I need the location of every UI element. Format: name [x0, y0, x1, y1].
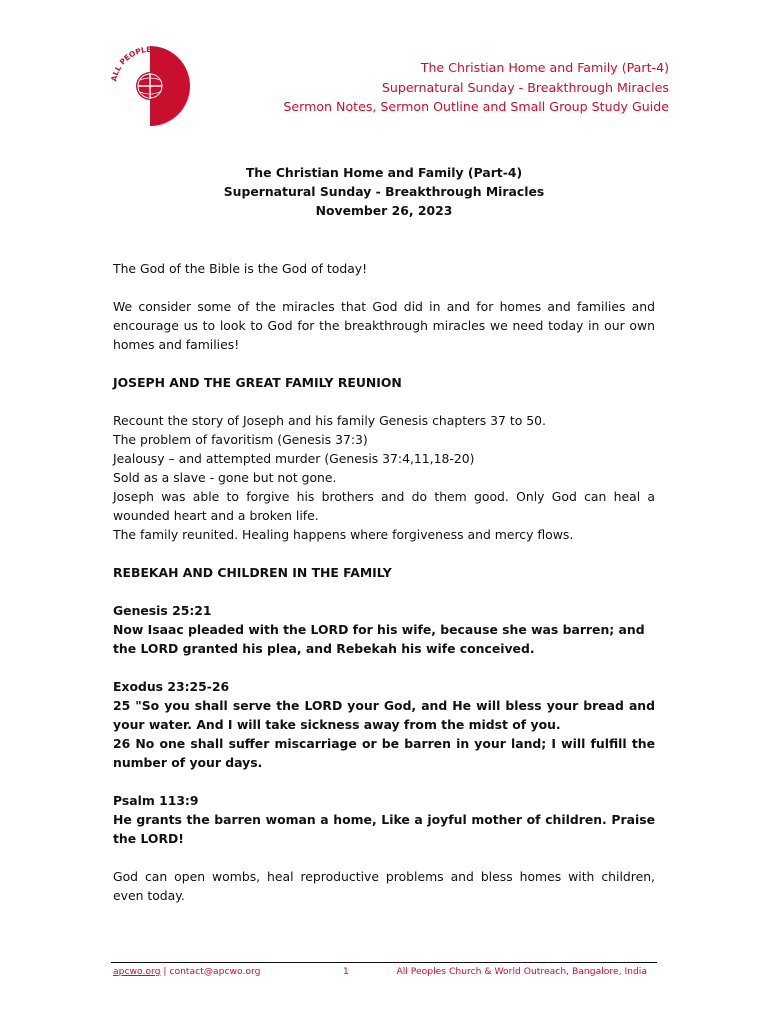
website-link[interactable]: apcwo.org — [113, 966, 161, 977]
logo-lettering: ALL PEOPLES CHURCH — [109, 44, 190, 83]
running-header — [283, 58, 669, 117]
footer-organization: All Peoples Church & World Outreach, Bangalore, India — [396, 966, 647, 977]
document-title — [0, 163, 768, 220]
page-footer — [111, 962, 657, 977]
header-line-2: Supernatural Sunday - Breakthrough Miracles — [381, 79, 669, 95]
joseph-line: The problem of favoritism (Genesis 37:3) — [113, 432, 368, 447]
intro-paragraph-1: The God of the Bible is the God of today! — [113, 261, 368, 276]
footer-separator: | — [163, 966, 167, 977]
document-body — [113, 259, 655, 905]
header-line-3: Sermon Notes, Sermon Outline and Small Group Study Guide — [283, 99, 669, 114]
verse-text: 25 "So you shall serve the LORD your God, and He will bless your bread and your water. And I will take sickness away from the midst of you. — [113, 698, 655, 732]
header-line-1: The Christian Home and Family (Part-4) — [420, 60, 669, 75]
intro-paragraph-2: We consider some of the miracles that God did in and for homes and families and encourage us to look to God for the breakthrough miracles we need today in our own homes and families! — [113, 299, 655, 352]
joseph-line: Joseph was able to forgive his brothers and do them good. Only God can heal a wounded heart and a broken life. — [113, 489, 655, 523]
verse-text: 26 No one shall suffer miscarriage or be barren in your land; I will fulfill the number of your days. — [113, 736, 655, 770]
footer-contact — [113, 966, 260, 977]
closing-paragraph: God can open wombs, heal reproductive problems and bless homes with children, even today. — [113, 869, 655, 903]
verse-reference: Psalm 113:9 — [113, 793, 199, 808]
title-date: November 26, 2023 — [315, 203, 453, 218]
joseph-line: The family reunited. Healing happens where forgiveness and mercy flows. — [113, 527, 574, 542]
joseph-line: Sold as a slave - gone but not gone. — [113, 470, 337, 485]
verse-reference: Exodus 23:25-26 — [113, 679, 230, 694]
title-line-1: The Christian Home and Family (Part-4) — [245, 165, 523, 180]
verse-text: Now Isaac pleaded with the LORD for his wife, because she was barren; and the LORD granted his plea, and Rebekah his wife conceived. — [113, 622, 645, 656]
section-heading-joseph: JOSEPH AND THE GREAT FAMILY REUNION — [113, 375, 402, 390]
church-logo — [106, 42, 194, 130]
page-number: 1 — [343, 966, 349, 977]
joseph-line: Jealousy – and attempted murder (Genesis 37:4,11,18-20) — [113, 451, 475, 466]
verse-reference: Genesis 25:21 — [113, 603, 212, 618]
section-heading-rebekah: REBEKAH AND CHILDREN IN THE FAMILY — [113, 565, 392, 580]
joseph-line: Recount the story of Joseph and his family Genesis chapters 37 to 50. — [113, 413, 546, 428]
email-link[interactable]: contact@apcwo.org — [169, 966, 261, 977]
title-line-2: Supernatural Sunday - Breakthrough Miracles — [223, 184, 545, 199]
verse-text: He grants the barren woman a home, Like a joyful mother of children. Praise the LORD! — [113, 812, 655, 846]
